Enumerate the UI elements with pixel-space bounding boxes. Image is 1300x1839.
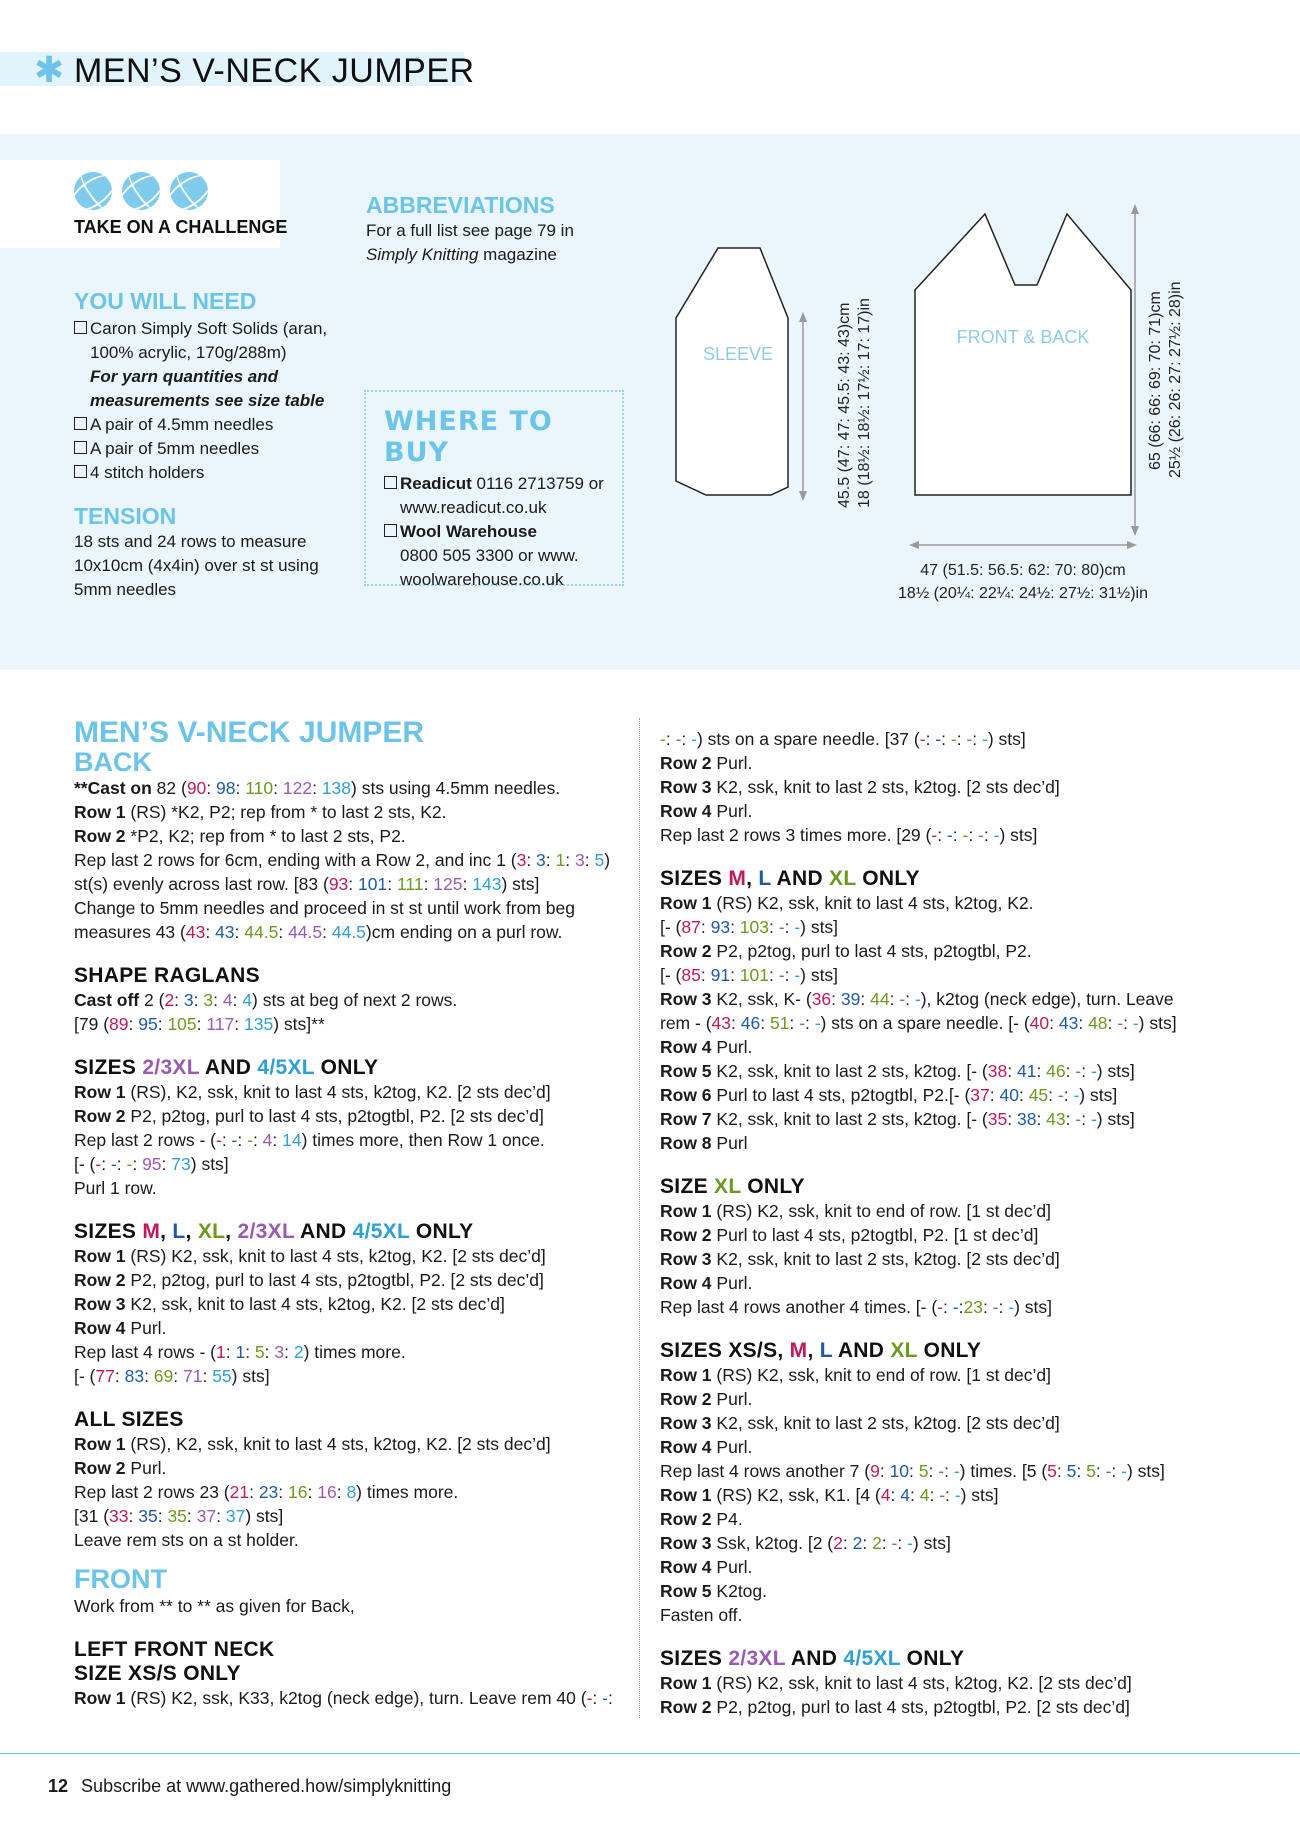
text-line: [- (77: 83: 69: 71: 55) sts] — [74, 1366, 270, 1386]
item-yarn: Caron Simply Soft Solids (aran, — [90, 319, 328, 338]
text-line: [31 (33: 35: 35: 37: 37) sts] — [74, 1506, 284, 1526]
size-note: For yarn quantities and — [90, 367, 278, 386]
where-to-buy — [384, 406, 620, 592]
sleeve-length-cm: 45.5 (47: 47: 45.5: 43: 43)cm — [836, 302, 853, 508]
text-line: Row 2 P2, p2tog, purl to last 4 sts, p2togtbl, P2. [2 sts dec’d] — [74, 1270, 544, 1290]
section-heading: ALL SIZES — [74, 1408, 184, 1431]
text-line: [- (-: -: -: 95: 73) sts] — [74, 1154, 229, 1174]
text-line: Row 2 Purl. — [74, 1458, 167, 1478]
size-note-2: measurements see size table — [90, 391, 325, 410]
footer-rule — [0, 1753, 1300, 1754]
body-length-in: 25½ (26: 26: 27: 27½: 28)in — [1167, 281, 1184, 478]
text-line: Rep last 4 rows another 4 times. [- (-: -:23: -: -) sts] — [660, 1297, 1052, 1317]
text-line: Row 2 P4. — [660, 1509, 743, 1529]
text-line: Row 6 Purl to last 4 sts, p2togtbl, P2.[- (37: 40: 45: -: -) sts] — [660, 1085, 1118, 1105]
abbreviations-heading: ABBREVIATIONS — [366, 192, 555, 218]
flower-icon: ✱ — [34, 49, 65, 90]
front-heading: FRONT — [74, 1564, 167, 1594]
yarn-ball-icon — [122, 172, 160, 210]
text-line: Purl 1 row. — [74, 1178, 157, 1198]
text-line: [- (87: 93: 103: -: -) sts] — [660, 917, 839, 937]
text-line: rem - (43: 46: 51: -: -) sts on a spare needle. [- (40: 43: 48: -: -) sts] — [660, 1013, 1177, 1033]
page-title: MEN’S V-NECK JUMPER — [74, 52, 475, 90]
pattern-right-column — [660, 727, 1220, 1719]
text-line: Cast off 2 (2: 3: 3: 4: 4) sts at beg of next 2 rows. — [74, 990, 458, 1010]
supplier-url: woolwarehouse.co.uk — [400, 570, 564, 589]
tension-line: 10x10cm (4x4in) over st st using — [74, 556, 319, 575]
text-line: Row 3 K2, ssk, knit to last 2 sts, k2tog. [2 sts dec’d] — [660, 777, 1060, 797]
checkbox-icon — [384, 476, 397, 489]
text-line: Change to 5mm needles and proceed in st st until work from beg — [74, 898, 575, 918]
sleeve-shape — [676, 248, 788, 495]
schematic-diagram — [660, 200, 1260, 620]
front-back-shape — [915, 214, 1131, 495]
sleeve-label: SLEEVE — [702, 344, 774, 364]
text-line: [79 (89: 95: 105: 117: 135) sts]** — [74, 1014, 325, 1034]
text-line: Leave rem sts on a st holder. — [74, 1530, 299, 1550]
supplier-name: Wool Warehouse — [400, 522, 537, 541]
text-line: Row 1 (RS) K2, ssk, knit to last 4 sts, k2tog, K2. [2 sts dec’d] — [660, 1673, 1132, 1693]
page-number: 12 — [48, 1776, 69, 1796]
abbreviations-line: For a full list see page 79 in — [366, 221, 574, 240]
text-line: Row 2 *P2, K2; rep from * to last 2 sts, P2. — [74, 826, 406, 846]
text-line: Row 8 Purl — [660, 1133, 748, 1153]
text-line: Row 2 Purl to last 4 sts, p2togtbl, P2. [1 st dec’d] — [660, 1225, 1039, 1245]
tension-line: 5mm needles — [74, 580, 177, 599]
text-line: Row 5 K2tog. — [660, 1581, 768, 1601]
body-length-cm: 65 (66: 66: 69: 70: 71)cm — [1147, 291, 1164, 470]
you-will-need — [74, 288, 334, 602]
text-line: Row 1 (RS), K2, ssk, knit to last 4 sts, k2tog, K2. [2 sts dec’d] — [74, 1434, 551, 1454]
abbreviations-line: magazine — [478, 245, 557, 264]
where-to-buy-heading: WHERE TO BUY — [384, 406, 553, 468]
item-yarn-detail: 100% acrylic, 170g/288m) — [90, 343, 287, 362]
text-line: Row 3 K2, ssk, knit to last 4 sts, k2tog, K2. [2 sts dec’d] — [74, 1294, 505, 1314]
you-will-need-heading: YOU WILL NEED — [74, 288, 257, 314]
footer — [48, 1776, 451, 1797]
text-line: Row 4 Purl. — [660, 1037, 753, 1057]
section-heading: SIZES M, L AND XL ONLY — [660, 867, 920, 890]
text-line: Row 3 K2, ssk, knit to last 2 sts, k2tog. [2 sts dec’d] — [660, 1413, 1060, 1433]
section-heading: SIZE XL ONLY — [660, 1175, 805, 1198]
supplier-url: www.readicut.co.uk — [400, 498, 547, 517]
supplier-phone: 0116 2713759 or — [471, 474, 604, 493]
supplier-phone: 0800 505 3300 or www. — [400, 546, 579, 565]
section-heading: SIZES M, L, XL, 2/3XL AND 4/5XL ONLY — [74, 1220, 474, 1243]
text-line: Row 2 P2, p2tog, purl to last 4 sts, p2togtbl, P2. [2 sts dec’d] — [74, 1106, 544, 1126]
text-line: Row 1 (RS) *K2, P2; rep from * to last 2 sts, K2. — [74, 802, 447, 822]
checkbox-icon — [74, 465, 87, 478]
text-line: Rep last 4 rows - (1: 1: 5: 3: 2) times more. — [74, 1342, 406, 1362]
front-back-label: FRONT & BACK — [956, 327, 1090, 347]
section-heading: SHAPE RAGLANS — [74, 964, 260, 987]
text-line: Row 1 (RS) K2, ssk, K1. [4 (4: 4: 4: -: -) sts] — [660, 1485, 999, 1505]
tension-line: 18 sts and 24 rows to measure — [74, 532, 307, 551]
text-line: Row 4 Purl. — [660, 1273, 753, 1293]
checkbox-icon — [384, 524, 397, 537]
challenge-label: TAKE ON A CHALLENGE — [74, 217, 288, 237]
text-line: Row 7 K2, ssk, knit to last 2 sts, k2tog. [- (35: 38: 43: -: -) sts] — [660, 1109, 1135, 1129]
text-line: Row 1 (RS) K2, ssk, knit to end of row. [1 st dec’d] — [660, 1365, 1051, 1385]
text-line: measures 43 (43: 43: 44.5: 44.5: 44.5)cm ending on a purl row. — [74, 922, 563, 942]
text-line: Work from ** to ** as given for Back, — [74, 1596, 355, 1616]
pattern-title: MEN’S V-NECK JUMPER — [74, 716, 425, 749]
yarn-ball-icon — [170, 172, 208, 210]
abbreviations — [366, 192, 626, 267]
text-line: Row 3 K2, ssk, knit to last 2 sts, k2tog. [2 sts dec’d] — [660, 1249, 1060, 1269]
text-line: Row 5 K2, ssk, knit to last 2 sts, k2tog. [- (38: 41: 46: -: -) sts] — [660, 1061, 1135, 1081]
text-line: Row 2 P2, p2tog, purl to last 4 sts, p2togtbl, P2. [2 sts dec’d] — [660, 1697, 1130, 1717]
subscribe-link[interactable]: Subscribe at www.gathered.how/simplyknitting — [81, 1776, 452, 1796]
text-line: Row 2 P2, p2tog, purl to last 4 sts, p2togtbl, P2. — [660, 941, 1032, 961]
supplier-name: Readicut — [400, 474, 472, 493]
back-heading: BACK — [74, 747, 152, 777]
section-heading: LEFT FRONT NECK SIZE XS/S ONLY — [74, 1638, 275, 1685]
text-line: Row 3 Ssk, k2tog. [2 (2: 2: 2: -: -) sts] — [660, 1533, 951, 1553]
section-heading: SIZES 2/3XL AND 4/5XL ONLY — [74, 1056, 379, 1079]
text-line: Row 4 Purl. — [74, 1318, 167, 1338]
text-line: Fasten off. — [660, 1605, 743, 1625]
text-line: Rep last 2 rows - (-: -: -: 4: 14) times more, then Row 1 once. — [74, 1130, 545, 1150]
text-line: [- (85: 91: 101: -: -) sts] — [660, 965, 839, 985]
section-heading: SIZES 2/3XL AND 4/5XL ONLY — [660, 1647, 965, 1670]
item-needles-45: A pair of 4.5mm needles — [90, 415, 274, 434]
text-line: **Cast on 82 (90: 98: 110: 122: 138) sts using 4.5mm needles. — [74, 778, 561, 798]
sleeve-length-in: 18 (18½: 18½: 17½: 17: 17)in — [856, 298, 873, 508]
text-line: -: -: -) sts on a spare needle. [37 (-: -: -: -: -) sts] — [660, 729, 1026, 749]
text-line: Row 1 (RS) K2, ssk, knit to end of row. [1 st dec’d] — [660, 1201, 1051, 1221]
text-line: Row 1 (RS), K2, ssk, knit to last 4 sts, k2tog, K2. [2 sts dec’d] — [74, 1082, 551, 1102]
pattern-left-column — [74, 718, 626, 1710]
text-line: Row 2 Purl. — [660, 1389, 753, 1409]
column-divider — [639, 718, 640, 1718]
tension-heading: TENSION — [74, 503, 177, 529]
text-line: Rep last 2 rows 3 times more. [29 (-: -: -: -: -) sts] — [660, 825, 1038, 845]
checkbox-icon — [74, 441, 87, 454]
checkbox-icon — [74, 321, 87, 334]
item-holders: 4 stitch holders — [90, 463, 205, 482]
text-line: Row 4 Purl. — [660, 1437, 753, 1457]
text-line: Row 1 (RS) K2, ssk, K33, k2tog (neck edge), turn. Leave rem 40 (-: -: — [74, 1688, 613, 1708]
text-line: Rep last 2 rows 23 (21: 23: 16: 16: 8) times more. — [74, 1482, 459, 1502]
text-line: Row 3 K2, ssk, K- (36: 39: 44: -: -), k2tog (neck edge), turn. Leave — [660, 989, 1174, 1009]
magazine-name: Simply Knitting — [366, 245, 479, 264]
checkbox-icon — [74, 417, 87, 430]
width-cm: 47 (51.5: 56.5: 62: 70: 80)cm — [920, 562, 1126, 579]
text-line: Row 2 Purl. — [660, 753, 753, 773]
text-line: Row 1 (RS) K2, ssk, knit to last 4 sts, k2tog, K2. — [660, 893, 1034, 913]
text-line: Row 1 (RS) K2, ssk, knit to last 4 sts, k2tog, K2. [2 sts dec’d] — [74, 1246, 546, 1266]
yarn-ball-icon — [74, 172, 112, 210]
text-line: Row 4 Purl. — [660, 1557, 753, 1577]
text-line: Row 4 Purl. — [660, 801, 753, 821]
item-needles-5: A pair of 5mm needles — [90, 439, 260, 458]
section-heading: SIZES XS/S, M, L AND XL ONLY — [660, 1339, 982, 1362]
text-line: Rep last 2 rows for 6cm, ending with a Row 2, and inc 1 (3: 3: 1: 3: 5) — [74, 850, 611, 870]
text-line: st(s) evenly across last row. [83 (93: 101: 111: 125: 143) sts] — [74, 874, 540, 894]
text-line: Rep last 4 rows another 7 (9: 10: 5: -: -) times. [5 (5: 5: 5: -: -) sts] — [660, 1461, 1165, 1481]
width-in: 18½ (20¼: 22¼: 24½: 27½: 31½)in — [898, 585, 1148, 602]
